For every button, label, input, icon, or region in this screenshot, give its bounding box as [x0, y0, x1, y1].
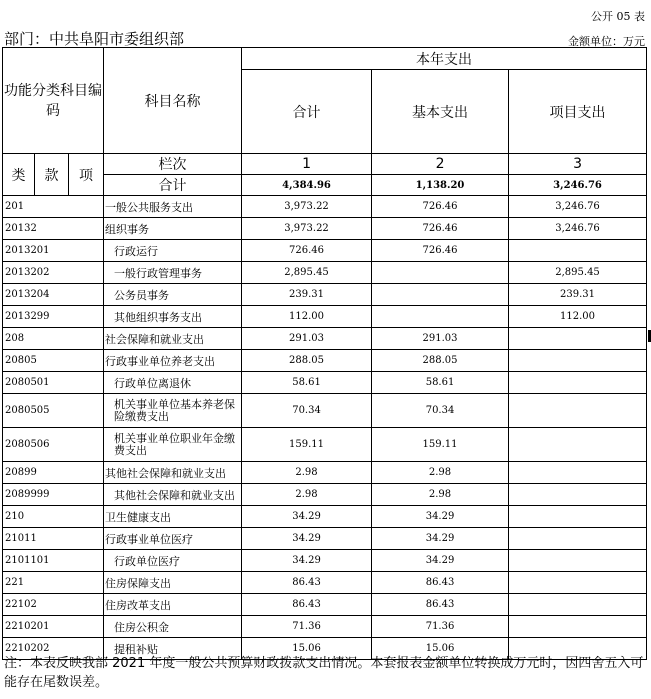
row-subject-name: 住房公积金 [104, 616, 242, 638]
col-index-3: 3 [509, 154, 647, 175]
table-row [3, 350, 647, 372]
table-row [3, 218, 647, 240]
row-subject-name: 机关事业单位基本养老保险缴费支出 [104, 394, 242, 428]
row-total: 34.29 [242, 550, 372, 572]
row-project [509, 462, 647, 484]
row-code: 2080506 [3, 428, 104, 462]
header-func-code: 功能分类科目编码 [3, 48, 104, 154]
row-total: 86.43 [242, 594, 372, 616]
header-lei: 类 [3, 154, 35, 196]
table-row [3, 528, 647, 550]
row-total: 34.29 [242, 528, 372, 550]
table-row [3, 616, 647, 638]
row-basic: 70.34 [372, 394, 509, 428]
row-subject-name: 一般行政管理事务 [104, 262, 242, 284]
table-row [3, 506, 647, 528]
row-basic [372, 262, 509, 284]
row-total: 34.29 [242, 506, 372, 528]
table-row [3, 462, 647, 484]
department-label: 部门：中共阜阳市委组织部 [4, 30, 185, 48]
row-project [509, 506, 647, 528]
row-basic: 34.29 [372, 550, 509, 572]
table-note: 注：本表反映我部 2021 年度一般公共预算财政拨款支出情况。本套报表金额单位转换成万元时，因四舍五入可能存在尾数误差。 [4, 656, 644, 690]
row-total: 15.06 [242, 638, 372, 660]
row-total: 2.98 [242, 462, 372, 484]
row-subject-name: 组织事务 [104, 218, 242, 240]
row-project [509, 616, 647, 638]
row-project [509, 240, 647, 262]
table-row [3, 572, 647, 594]
table-row [3, 428, 647, 462]
row-code: 2210201 [3, 616, 104, 638]
unit-label: 金额单位：万元 [568, 35, 645, 48]
row-subject-name: 住房保障支出 [104, 572, 242, 594]
table-row [3, 550, 647, 572]
row-code: 2013299 [3, 306, 104, 328]
expenditure-table [2, 47, 647, 660]
row-basic: 288.05 [372, 350, 509, 372]
row-subject-name: 社会保障和就业支出 [104, 328, 242, 350]
row-basic: 58.61 [372, 372, 509, 394]
row-subject-name: 行政事业单位养老支出 [104, 350, 242, 372]
row-total: 288.05 [242, 350, 372, 372]
table-row [3, 306, 647, 328]
header-lanci: 栏次 [104, 154, 242, 175]
table-row [3, 372, 647, 394]
row-code: 201 [3, 196, 104, 218]
table-row [3, 328, 647, 350]
row-total: 159.11 [242, 428, 372, 462]
row-total: 2.98 [242, 484, 372, 506]
table-row [3, 262, 647, 284]
row-basic: 726.46 [372, 196, 509, 218]
row-basic: 2.98 [372, 484, 509, 506]
row-total: 3,973.22 [242, 196, 372, 218]
row-subject-name: 行政单位离退休 [104, 372, 242, 394]
row-subject-name: 公务员事务 [104, 284, 242, 306]
summary-project: 3,246.76 [509, 175, 647, 196]
row-code: 20805 [3, 350, 104, 372]
row-code: 2080505 [3, 394, 104, 428]
row-basic: 86.43 [372, 594, 509, 616]
table-row [3, 484, 647, 506]
header-subject-name: 科目名称 [104, 48, 242, 154]
row-project [509, 484, 647, 506]
row-subject-name: 其他社会保障和就业支出 [104, 484, 242, 506]
header-heji: 合计 [104, 175, 242, 196]
row-project: 3,246.76 [509, 218, 647, 240]
row-subject-name: 行政事业单位医疗 [104, 528, 242, 550]
row-project: 239.31 [509, 284, 647, 306]
header-total: 合计 [242, 70, 372, 154]
row-basic: 34.29 [372, 528, 509, 550]
row-subject-name: 住房改革支出 [104, 594, 242, 616]
table-row [3, 240, 647, 262]
row-basic [372, 284, 509, 306]
row-code: 2210202 [3, 638, 104, 660]
row-project [509, 572, 647, 594]
col-index-2: 2 [372, 154, 509, 175]
table-number: 公开 05 表 [591, 10, 645, 23]
row-code: 221 [3, 572, 104, 594]
row-total: 70.34 [242, 394, 372, 428]
header-current-year: 本年支出 [242, 48, 647, 70]
row-subject-name: 卫生健康支出 [104, 506, 242, 528]
row-basic: 2.98 [372, 462, 509, 484]
summary-basic: 1,138.20 [372, 175, 509, 196]
row-code: 2101101 [3, 550, 104, 572]
row-project [509, 528, 647, 550]
row-project [509, 350, 647, 372]
row-code: 20899 [3, 462, 104, 484]
row-project: 2,895.45 [509, 262, 647, 284]
table-row [3, 284, 647, 306]
table-row [3, 594, 647, 616]
row-project [509, 372, 647, 394]
row-code: 210 [3, 506, 104, 528]
header-kuan: 款 [35, 154, 69, 196]
row-total: 58.61 [242, 372, 372, 394]
row-subject-name: 其他社会保障和就业支出 [104, 462, 242, 484]
row-total: 3,973.22 [242, 218, 372, 240]
row-total: 112.00 [242, 306, 372, 328]
row-code: 2089999 [3, 484, 104, 506]
row-subject-name: 行政运行 [104, 240, 242, 262]
row-total: 291.03 [242, 328, 372, 350]
row-basic: 291.03 [372, 328, 509, 350]
row-code: 20132 [3, 218, 104, 240]
col-index-1: 1 [242, 154, 372, 175]
row-code: 2013201 [3, 240, 104, 262]
row-code: 2080501 [3, 372, 104, 394]
row-project: 3,246.76 [509, 196, 647, 218]
row-project [509, 594, 647, 616]
row-code: 208 [3, 328, 104, 350]
table-row [3, 196, 647, 218]
row-subject-name: 机关事业单位职业年金缴费支出 [104, 428, 242, 462]
row-total: 726.46 [242, 240, 372, 262]
row-basic: 15.06 [372, 638, 509, 660]
header-project: 项目支出 [509, 70, 647, 154]
row-code: 2013204 [3, 284, 104, 306]
row-total: 86.43 [242, 572, 372, 594]
row-basic: 726.46 [372, 218, 509, 240]
table-row [3, 394, 647, 428]
row-project [509, 550, 647, 572]
row-code: 21011 [3, 528, 104, 550]
row-basic: 34.29 [372, 506, 509, 528]
row-total: 71.36 [242, 616, 372, 638]
row-project: 112.00 [509, 306, 647, 328]
row-subject-name: 行政单位医疗 [104, 550, 242, 572]
header-basic: 基本支出 [372, 70, 509, 154]
row-project [509, 428, 647, 462]
row-basic: 159.11 [372, 428, 509, 462]
row-basic: 726.46 [372, 240, 509, 262]
row-basic [372, 306, 509, 328]
row-project [509, 328, 647, 350]
row-code: 22102 [3, 594, 104, 616]
row-basic: 71.36 [372, 616, 509, 638]
header-xiang: 项 [69, 154, 104, 196]
row-basic: 86.43 [372, 572, 509, 594]
summary-total: 4,384.96 [242, 175, 372, 196]
row-total: 239.31 [242, 284, 372, 306]
row-subject-name: 提租补贴 [104, 638, 242, 660]
row-total: 2,895.45 [242, 262, 372, 284]
row-project [509, 394, 647, 428]
row-code: 2013202 [3, 262, 104, 284]
row-subject-name: 一般公共服务支出 [104, 196, 242, 218]
row-subject-name: 其他组织事务支出 [104, 306, 242, 328]
